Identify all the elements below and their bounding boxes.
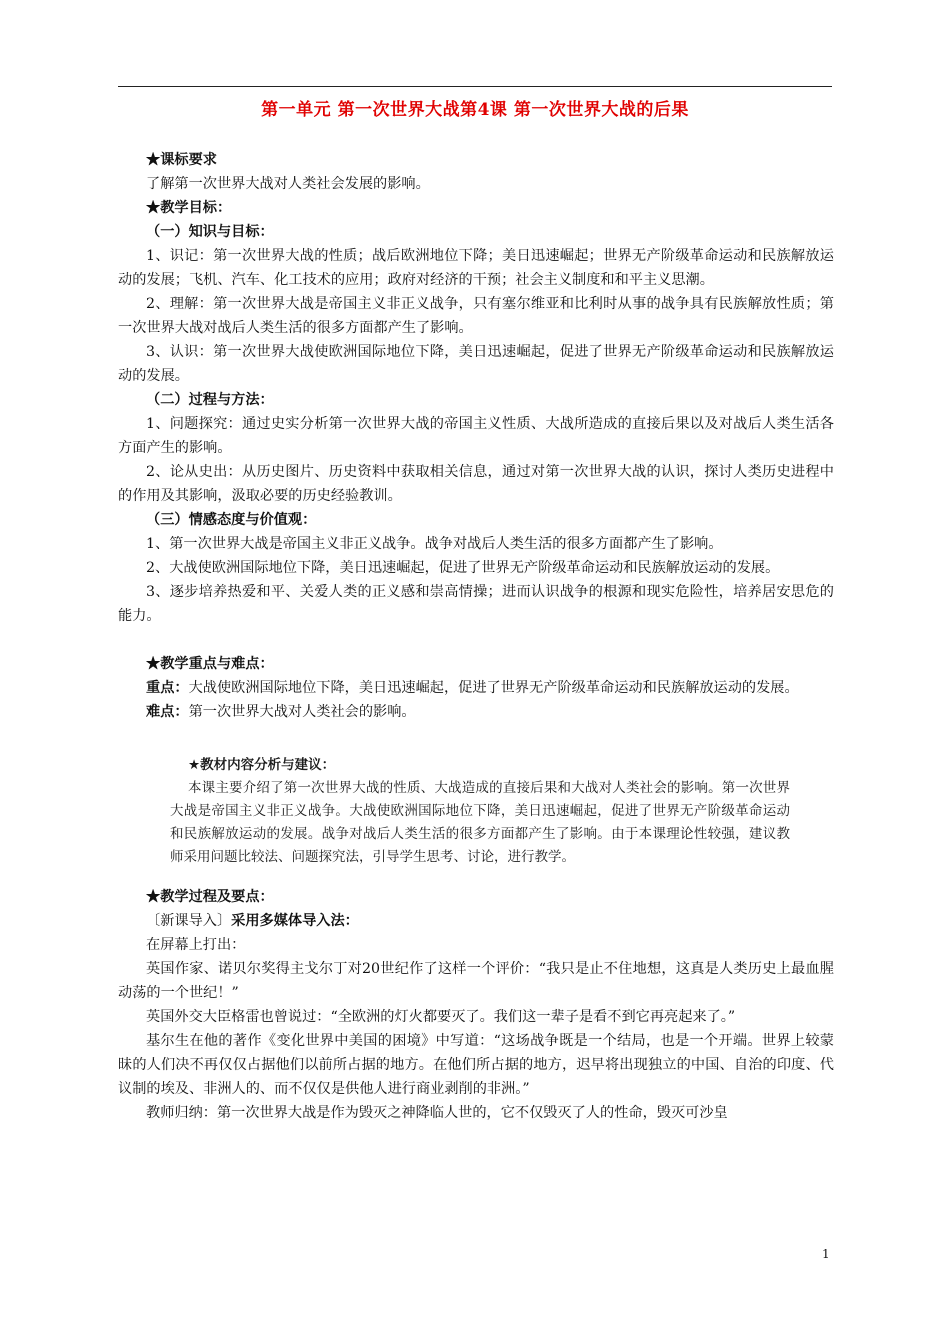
jiaocai-heading: ★教材内容分析与建议： — [188, 757, 336, 773]
nandian-text: 第一次世界大战对人类社会的影响。 — [188, 704, 416, 720]
guocheng-item: 2、论从史出：从历史图片、历史资料中获取相关信息，通过对第一次世界大战的认识，探讨人类历史进程中的作用及其影响，汲取必要的历史经验教训。 — [118, 464, 834, 504]
qinggan-item: 3、逐步培养热爱和平、关爱人类的正义感和崇高情操；进而认识战争的根源和现实危险性，培养居安思危的能力。 — [118, 584, 834, 624]
zhishi-item: 1、识记：第一次世界大战的性质；战后欧洲地位下降；美日迅速崛起；世界无产阶级革命运动和民族解放运动的发展；飞机、汽车、化工技术的应用；政府对经济的干预；社会主义制度和和平主义思潮。 — [118, 248, 834, 288]
kebiao-heading: ★课标要求 — [146, 152, 217, 168]
xinke-label: 〔新课导入〕 — [146, 913, 232, 929]
qinggan-item: 1、第一次世界大战是帝国主义非正义战争。战争对战后人类生活的很多方面都产生了影响。 — [146, 536, 723, 552]
page-title: 第一单元 第一次世界大战第4课 第一次世界大战的后果 — [261, 100, 689, 120]
zhishi-item: 2、理解：第一次世界大战是帝国主义非正义战争，只有塞尔维亚和比利时从事的战争具有民族解放性质；第一次世界大战对战后人类生活的很多方面都产生了影响。 — [118, 296, 834, 336]
zhongdian-paragraph — [118, 676, 834, 700]
guocheng-item: 1、问题探究：通过史实分析第一次世界大战的帝国主义性质、大战所造成的直接后果以及对战后人类生活各方面产生的影响。 — [118, 416, 834, 456]
xinke-method: 采用多媒体导入法： — [231, 913, 359, 929]
mubiao-heading: ★教学目标： — [146, 200, 232, 216]
nandian-label: 难点： — [146, 704, 189, 720]
pingmu-line: 在屏幕上打出： — [146, 937, 246, 953]
zhishi-heading: （一）知识与目标： — [146, 224, 274, 240]
nandian-paragraph — [118, 700, 834, 724]
zhongdian-heading: ★教学重点与难点： — [146, 656, 274, 672]
quote-paragraph: 英国作家、诺贝尔奖得主戈尔丁对20世纪作了这样一个评价：“我只是止不住地想，这真是人类历史上最血腥动荡的一个世纪！” — [118, 961, 834, 1001]
zhishi-item: 3、认识：第一次世界大战使欧洲国际地位下降，美日迅速崛起，促进了世界无产阶级革命运动和民族解放运动的发展。 — [118, 344, 834, 384]
zhongdian-text: 大战使欧洲国际地位下降，美日迅速崛起，促进了世界无产阶级革命运动和民族解放运动的发展。 — [188, 680, 799, 696]
top-rule — [118, 86, 832, 87]
xinke-line — [118, 909, 834, 933]
guocheng-heading: （二）过程与方法： — [146, 392, 274, 408]
quote-paragraph: 基尔生在他的著作《变化世界中美国的困境》中写道：“这场战争既是一个结局，也是一个开端。世界上较蒙昧的人们决不再仅仅占据他们以前所占据的地方。在他们所占据的地方，迟早将出现独立的中国、自治的印度、代议制的埃及、非洲人的、而不仅仅是供他人进行商业剥削的非洲。” — [118, 1033, 834, 1097]
kebiao-text: 了解第一次世界大战对人类社会发展的影响。 — [146, 176, 430, 192]
zhongdian-label: 重点： — [146, 680, 189, 696]
qinggan-heading: （三）情感态度与价值观： — [146, 512, 317, 528]
guocheng2-heading: ★教学过程及要点： — [146, 889, 274, 905]
qinggan-item: 2、大战使欧洲国际地位下降，美日迅速崛起，促进了世界无产阶级革命运动和民族解放运动的发展。 — [146, 560, 780, 576]
quote-paragraph: 教师归纳：第一次世界大战是作为毁灭之神降临人世的，它不仅毁灭了人的性命，毁灭可沙皇 — [146, 1105, 728, 1121]
jiaocai-analysis-block — [170, 746, 790, 875]
page-number: 1 — [822, 1247, 830, 1261]
quote-paragraph: 英国外交大臣格雷也曾说过：“全欧洲的灯火都要灭了。我们这一辈子是看不到它再亮起来了。” — [146, 1009, 736, 1025]
jiaocai-text: 本课主要介绍了第一次世界大战的性质、大战造成的直接后果和大战对人类社会的影响。第一次世界大战是帝国主义非正义战争。大战使欧洲国际地位下降，美日迅速崛起，促进了世界无产阶级革命运动和民族解放运动的发展。战争对战后人类生活的很多方面都产生了影响。由于本课理论性较强，建议教师采用问题比较法、问题探究法，引导学生思考、讨论，进行教学。 — [170, 780, 790, 865]
document-body — [118, 148, 834, 1125]
